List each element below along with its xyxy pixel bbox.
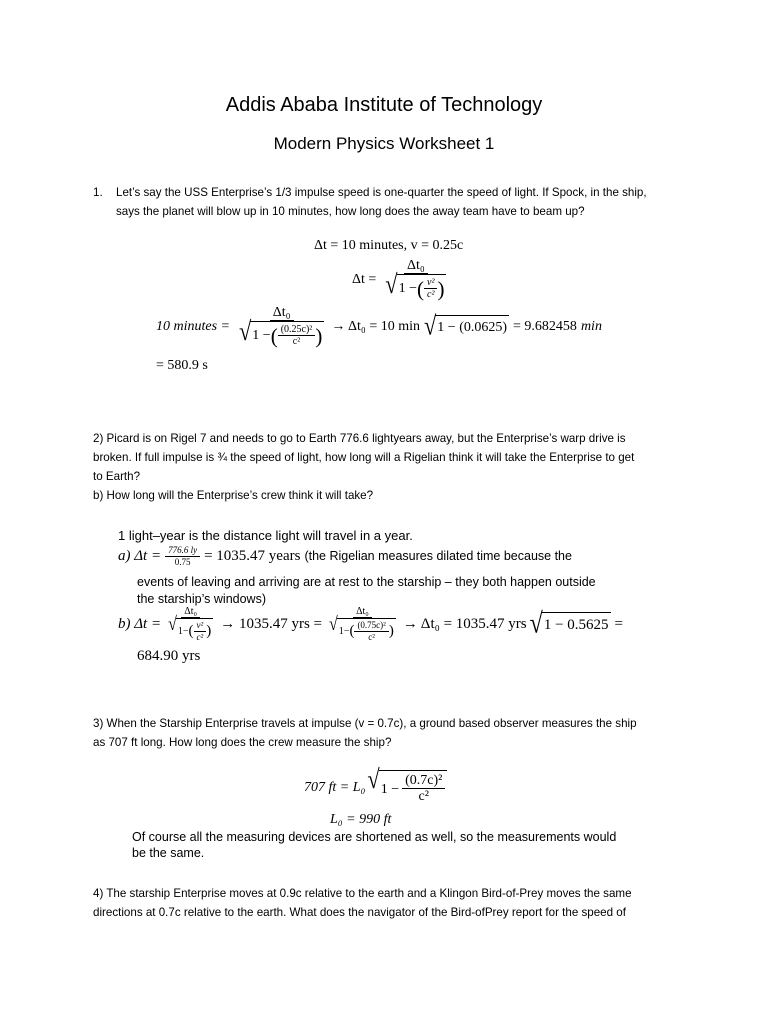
q3-eq-lhs: 707 ft = L₀ (304, 780, 366, 796)
question-2 (93, 429, 677, 505)
q1-eq2-numerator: Δt₀ (404, 258, 428, 274)
q2-b-sqrt-arg: 1 − 0.5625 (542, 612, 611, 636)
page-subtitle: Modern Physics Worksheet 1 (273, 134, 495, 153)
q2-b-numerator-2: Δt₀ (353, 606, 372, 618)
q1-eq3-numerator: Δt₀ (270, 305, 294, 321)
question-2-line-1: 2) Picard is on Rigel 7 and needs to go to Earth 776.6 lightyears away, but the Enterprise’s warp drive is (93, 432, 626, 445)
question-4-line-1: 4) The starship Enterprise moves at 0.9c relative to the earth and a Klingon Bird-of-Prey moves the same (93, 887, 632, 900)
q2-b-equals: = (614, 615, 623, 632)
radical-icon: √ (529, 608, 543, 640)
question-2-line-3: to Earth? (93, 470, 141, 483)
q2-answer-b: b) Δt = Δt₀ √ 1− ( $\frac{\text{v²}}{\text{c²}}$ ) → 1035.47 yrs = Δt₀ √ 1− ( $\frac{\text{(0.75c)²}}{\text{c²}}$ ) → Δt₀ = 1035.47 yrs √ 1 − 0.5625 = (118, 606, 623, 643)
question-1-line-2: says the planet will blow up in 10 minutes, how long does the away team have to beam up? (116, 205, 585, 218)
q1-eq3-inner-numerator: (0.25c)² (278, 324, 316, 336)
q1-eq2-fraction (382, 258, 449, 301)
radical-icon: √ (168, 614, 177, 635)
q2-a-numerator: 776.6 ly (165, 546, 200, 557)
q1-eq3-fraction: Δt₀ √ 1 − ( $\frac{\text{(0.25c)²}}{\text{c²}}$ ) (236, 305, 327, 348)
q3-note-2: be the same. (132, 846, 205, 860)
q1-eq3-lhs: 10 minutes = (156, 318, 230, 334)
q2-a-label: a) Δt = (118, 548, 162, 565)
question-3-line-2: as 707 ft long. How long does the crew measure the ship? (93, 736, 392, 749)
q2-b-numerator: Δt₀ (181, 606, 200, 618)
q2-a-denominator: 0.75 (174, 556, 191, 567)
radical-icon: √ (385, 269, 398, 300)
question-2-line-2: broken. If full impulse is ¾ the speed of light, how long will a Rigelian think it will take the Enterprise to get (93, 451, 635, 464)
question-3 (93, 714, 677, 752)
question-4-line-2: directions at 0.7c relative to the earth. What does the navigator of the Bird-ofPrey report for the speed of (93, 906, 626, 919)
q2-answer-a (118, 546, 572, 568)
q1-eq2-lhs: Δt = (352, 271, 377, 287)
q2-b-mid: → 1035.47 yrs = (220, 615, 323, 632)
radical-icon: √ (329, 614, 338, 635)
question-1-number: 1. (93, 186, 103, 199)
q1-equation-given: Δt = 10 minutes, v = 0.25c (314, 238, 464, 253)
q3-eq-numerator: (0.7c)² (402, 773, 445, 789)
question-1-text (116, 183, 684, 221)
q1-eq2-denominator (382, 269, 449, 301)
question-4 (93, 884, 677, 922)
q1-equation-solve (156, 305, 602, 348)
q1-eq3-inner-denominator: c² (292, 336, 301, 348)
q3-equation: 707 ft = L₀ √ 1 − $\frac{\text{(0.7c)²}}{\text{c²}}$ (304, 770, 447, 806)
q2-b-label: b) Δt = (118, 615, 162, 632)
radical-icon: √ (424, 310, 437, 341)
q1-eq3-unit: min (580, 318, 602, 334)
q2-a-note-3: the starship’s windows) (137, 592, 266, 606)
question-1-line-1: Let’s say the USS Enterprise’s 1/3 impulse speed is one-quarter the speed of light. If Spock, in the ship, (116, 186, 647, 199)
question-2-line-4: b) How long will the Enterprise’s crew think it will take? (93, 489, 374, 502)
q2-b-inner-numerator: (0.75c)² (354, 621, 388, 632)
q1-eq3-rhs: → Δt₀ = 10 min (331, 318, 420, 334)
q1-eq3-result: = 9.682458 (513, 318, 577, 334)
question-3-line-1: 3) When the Starship Enterprise travels at impulse (v = 0.7c), a ground based observer measures the ship (93, 717, 637, 730)
q2-a-note-1: (the Rigelian measures dilated time because the (304, 549, 572, 564)
q1-eq3-sqrt-arg: 1 − (0.0625) (435, 315, 509, 337)
q2-a-note-2: events of leaving and arriving are at rest to the starship – they both happen outside (137, 575, 596, 589)
radical-icon: √ (367, 763, 380, 794)
q2-a-result: = 1035.47 years (204, 548, 301, 565)
q2-b-result: 684.90 yrs (137, 648, 201, 664)
q3-eq-denominator: c² (418, 789, 429, 805)
q3-equation-result: L₀ = 990 ft (330, 812, 392, 827)
q2-b-inner-denominator: c² (368, 631, 375, 642)
q2-note-light-year: 1 light–year is the distance light will travel in a year. (118, 528, 413, 543)
page-title: Addis Ababa Institute of Technology (225, 94, 543, 116)
radical-icon: √ (239, 316, 252, 347)
q1-equation-dilation (352, 258, 449, 301)
q1-equation-seconds: = 580.9 s (156, 358, 208, 373)
q1-eq2-sqrt: √ 1 − ( $\frac{\text{v²}}{\text{c²}}$ ) (385, 274, 446, 301)
q2-b-rhs: → Δt₀ = 1035.47 yrs (402, 615, 527, 632)
q3-note-1: Of course all the measuring devices are shortened as well, so the measurements would (132, 830, 617, 844)
